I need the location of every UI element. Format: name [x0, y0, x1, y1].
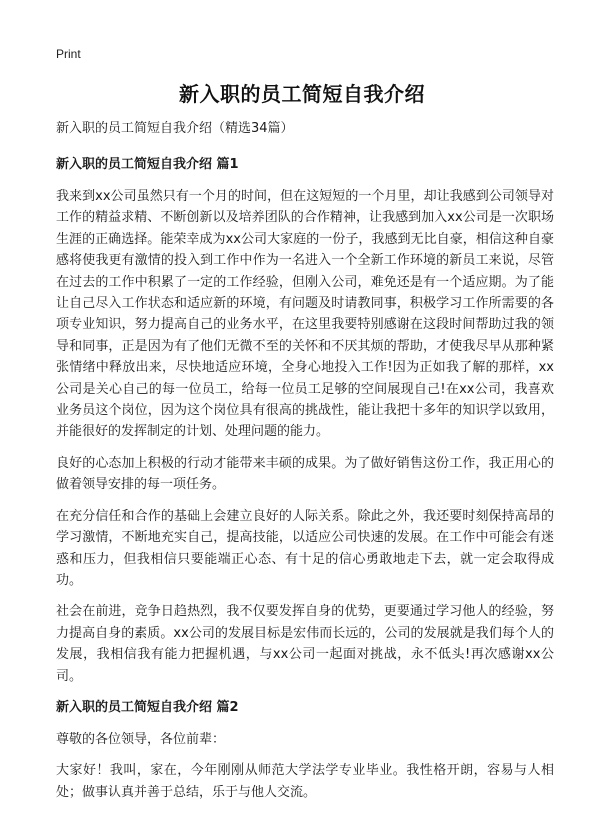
section-1-paragraph-4: 社会在前进，竞争日趋热烈，我不仅要发挥自身的优势，更要通过学习他人的经验，努力提高自身的素质。xx公司的发展目标是宏伟而长远的，公司的发展就是我们每个人的发展，我相信我有能力把握机遇，与xx公司一起面对挑战，永不低头!再次感谢xx公司。 — [56, 604, 554, 684]
document-subtitle: 新入职的员工简短自我介绍（精选34篇） — [56, 121, 294, 136]
section-heading-2: 新入职的员工简短自我介绍 篇2 — [56, 699, 239, 715]
section-2-paragraph-2: 大家好！我叫，家在，今年刚刚从师范大学法学专业毕业。我性格开朗，容易与人相处；做事认真并善于总结，乐于与他人交流。 — [56, 763, 554, 800]
document-title: 新入职的员工简短自我介绍 — [179, 82, 425, 106]
section-1-paragraph-1: 我来到xx公司虽然只有一个月的时间，但在这短短的一个月里，却让我感到公司领导对工作的精益求精、不断创新以及培养团队的合作精神，让我感到加入xx公司是一次职场生涯的正确选择。能荣幸成为xx公司大家庭的一份子，我感到无比自豪，相信这种自豪感将使我更有激情的投入到工作中作为一名进入一个全新工作环境的新员工来说，尽管在过去的工作中积累了一定的工作经验，但刚入公司，难免还是有一个适应期。为了能让自己尽入工作状态和适应新的环境，有问题及时请教同事，积极学习工作所需要的各项专业知识，努力提高自己的业务水平，在这里我要特别感谢在这段时间帮助过我的领导和同事，正是因为有了他们无微不至的关怀和不厌其烦的帮助，才使我尽早从那种紧张情绪中释放出来，尽快地适应环境，全身心地投入工作!因为正如我了解的那样，xx公司是关心自己的每一位员工，给每一位员工足够的空间展现自己!在xx公司，我喜欢业务员这个岗位，因为这个岗位具有很高的挑战性，能让我把十多年的知识学以致用，并能很好的发挥制定的计划、处理问题的能力。 — [56, 189, 554, 440]
section-heading-1: 新入职的员工简短自我介绍 篇1 — [56, 157, 239, 172]
document-body — [56, 120, 554, 813]
print-button[interactable]: Print — [56, 47, 81, 61]
section-2-paragraph-1: 尊敬的各位领导，各位前辈： — [56, 731, 226, 747]
section-1-paragraph-3: 在充分信任和合作的基础上会建立良好的人际关系。除此之外，我还要时刻保持高昂的学习激情，不断地充实自己，提高技能，以适应公司快速的发展。在工作中可能会有迷惑和压力，但我相信只要能端正心态、有十足的信心勇敢地走下去，就一定会取得成功。 — [56, 508, 554, 588]
section-1-paragraph-2: 良好的心态加上积极的行动才能带来丰硕的成果。为了做好销售这份工作，我正用心的做着领导安排的每一项任务。 — [56, 455, 554, 493]
